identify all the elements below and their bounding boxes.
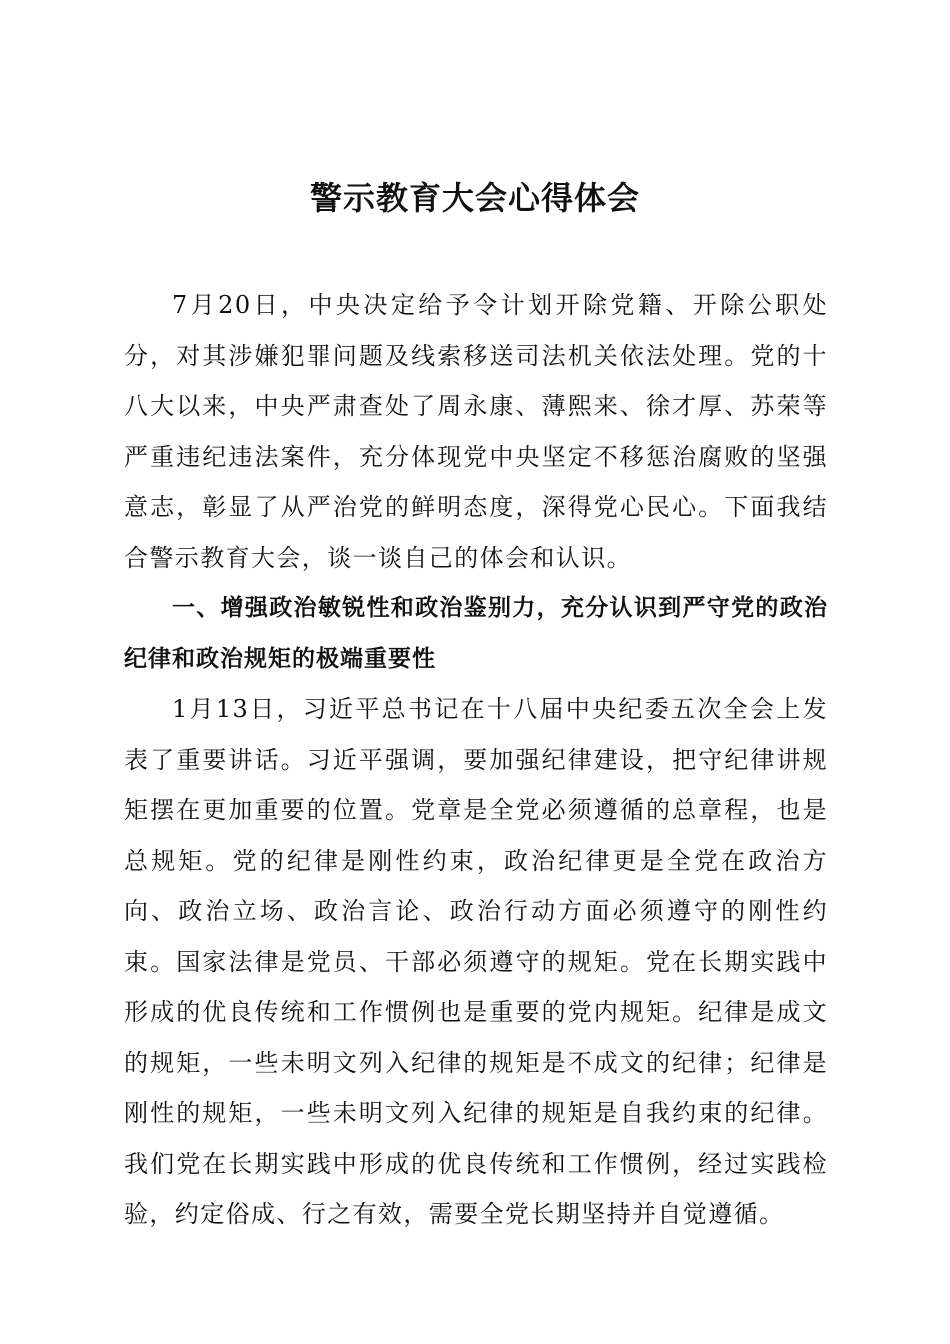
document-title: 警示教育大会心得体会 [309, 179, 640, 217]
section-heading-1: 一、增强政治敏锐性和政治鉴别力，充分认识到严守党的政治纪律和政治规矩的极端重要性 [124, 595, 828, 672]
document-body [124, 280, 828, 1240]
paragraph-intro: 7月20日，中央决定给予令计划开除党籍、开除公职处分，对其涉嫌犯罪问题及线索移送司法机关依法处理。党的十八大以来，中央严肃查处了周永康、薄熙来、徐才厚、苏荣等严重违纪违法案件，充分体现党中央坚定不移惩治腐败的坚强意志，彰显了从严治党的鲜明态度，深得党心民心。下面我结合警示教育大会，谈一谈自己的体会和认识。 [124, 291, 828, 572]
paragraph-section-1: 1月13日，习近平总书记在十八届中央纪委五次全会上发表了重要讲话。习近平强调，要加强纪律建设，把守纪律讲规矩摆在更加重要的位置。党章是全党必须遵循的总章程，也是总规矩。党的纪律是刚性约束，政治纪律更是全党在政治方向、政治立场、政治言论、政治行动方面必须遵守的刚性约束。国家法律是党员、干部必须遵守的规矩。党在长期实践中形成的优良传统和工作惯例也是重要的党内规矩。纪律是成文的规矩，一些未明文列入纪律的规矩是不成文的纪律；纪律是刚性的规矩，一些未明文列入纪律的规矩是自我约束的纪律。我们党在长期实践中形成的优良传统和工作惯例，经过实践检验，约定俗成、行之有效，需要全党长期坚持并自觉遵循。 [124, 695, 828, 1228]
